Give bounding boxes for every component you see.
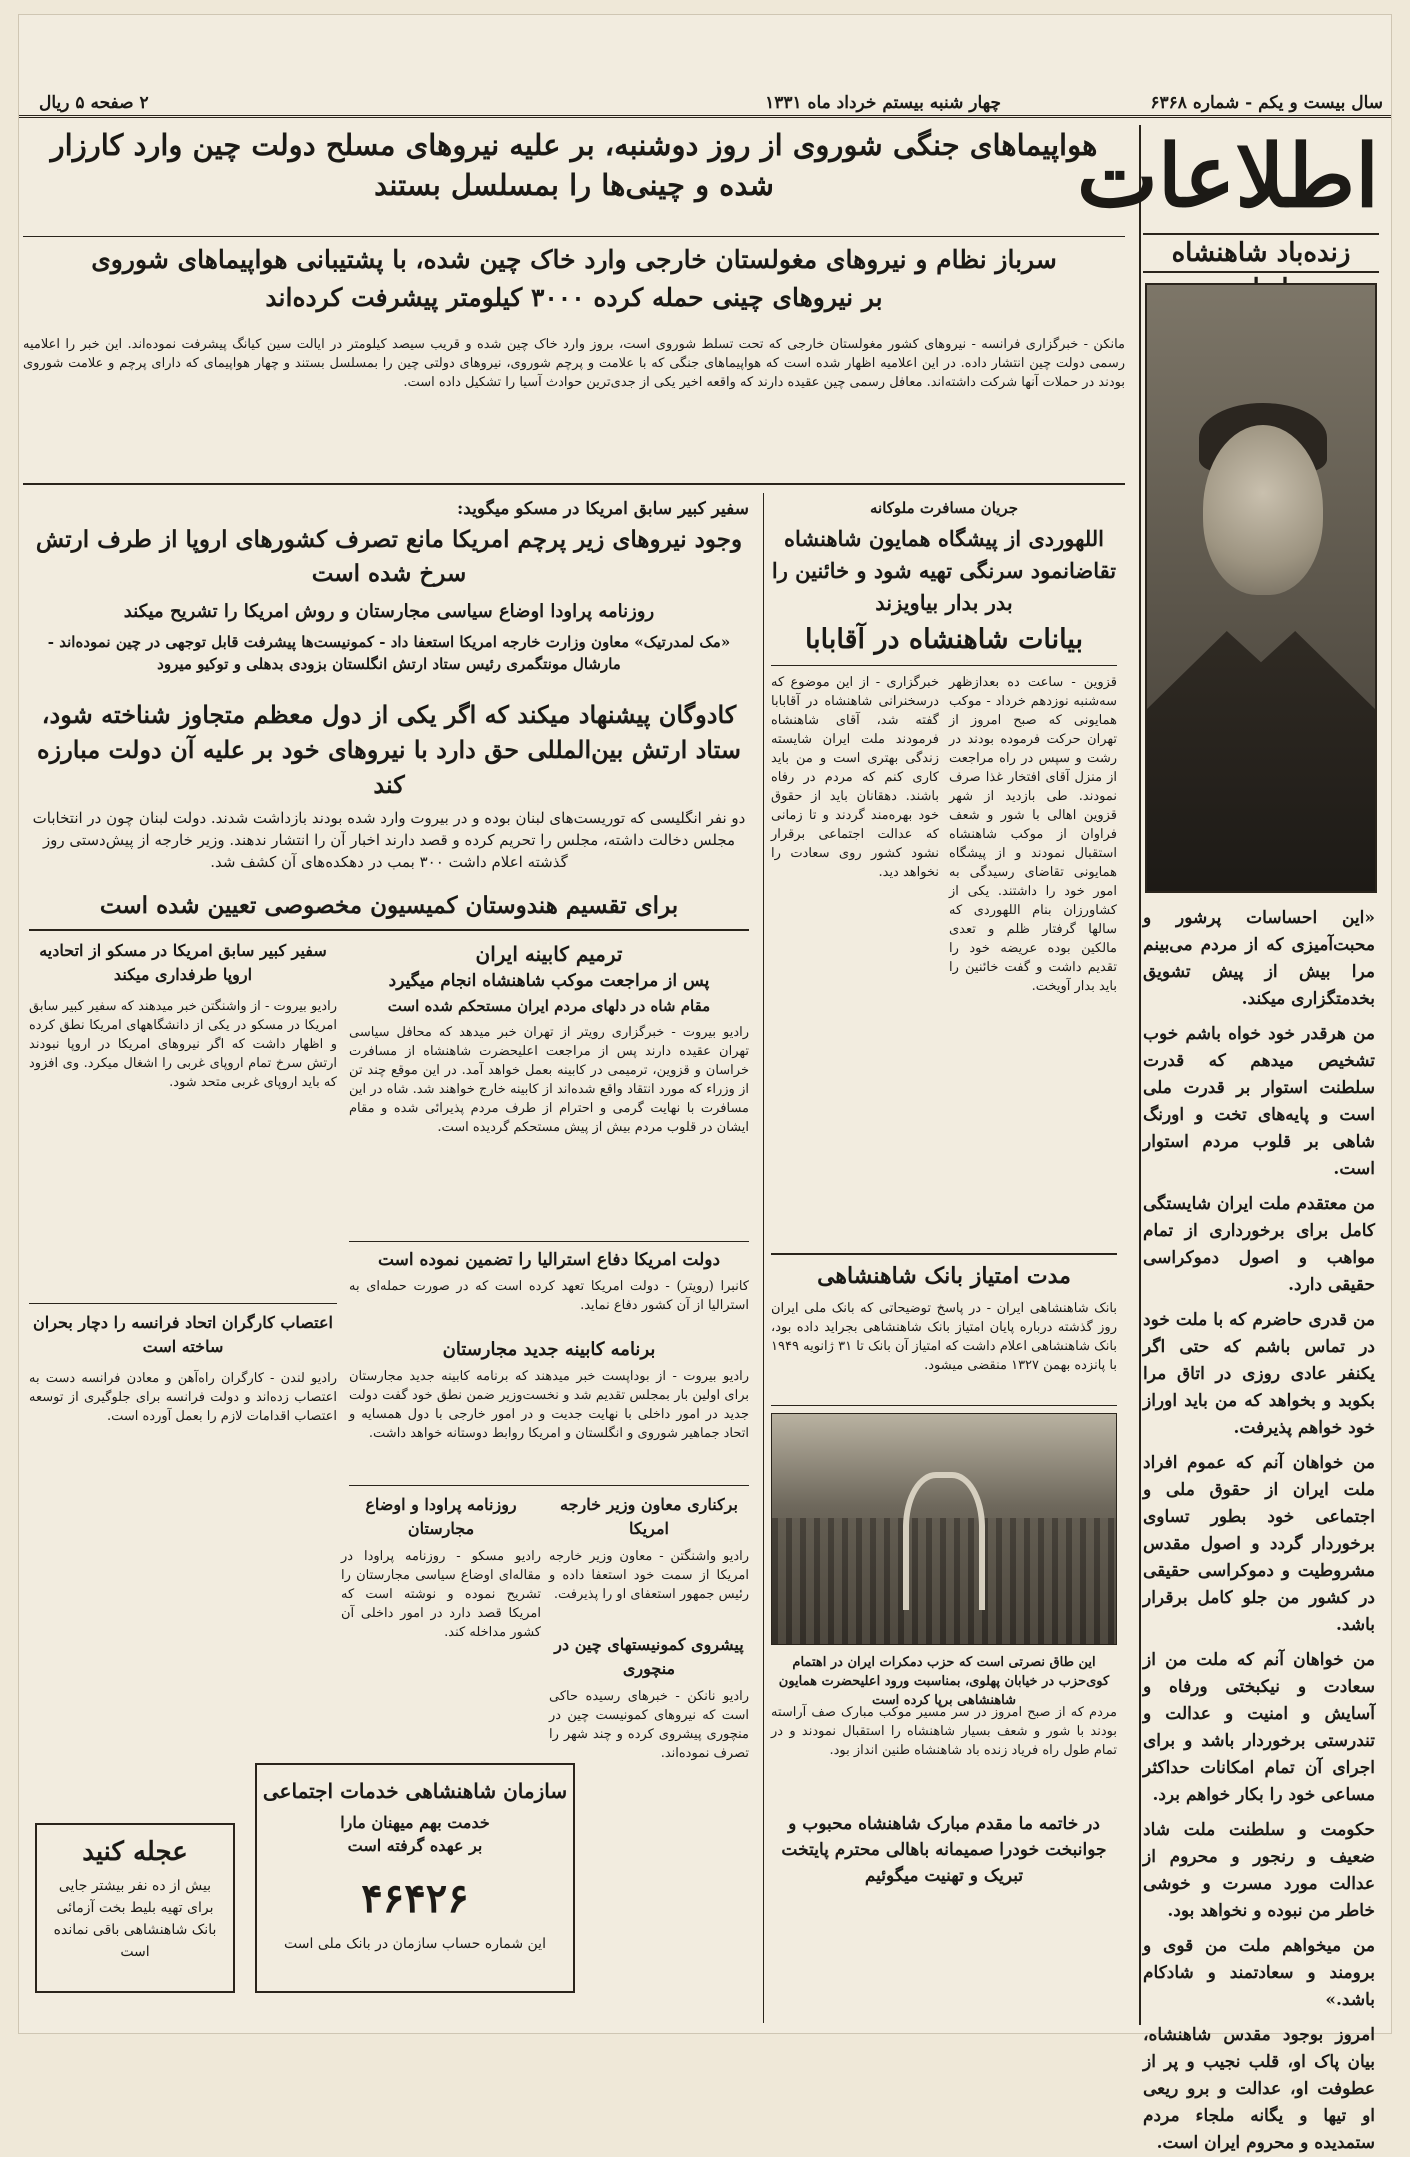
quote-paragraph: من هرقدر خود خواه باشم خوب تشخیص میدهم که قدرت سلطنت استوار بر قدرت ملی است و پایه‌های تخت و اورنگ شاهی بر قلوب مردم استوار است. [1143, 1024, 1375, 1179]
us-deputy-body: رادیو واشنگتن - معاون وزیر خارجه امریکا از سمت خود استعفا داده و رئیس جمهور استعفای او را پذیرفت. [549, 1549, 749, 1602]
photo-caption: این طاق نصرتی است که حزب دمکرات ایران در اهتمام کوی‌حزب در خیابان پهلوی، بمناسبت ورود اعلیحضرت همایون شاهنشاهی برپا کرده است [778, 1655, 1110, 1708]
france-strike-title: اعتصاب کارگران اتحاد فرانسه را دچار بحران ساخته است [33, 1313, 333, 1356]
dateline [19, 15, 1391, 111]
quote-paragraph: من میخواهم ملت من قوی و برومند و سعادتمند و شادکام باشد.» [1143, 1936, 1375, 2010]
main-headline-line1: هواپیماهای جنگی شوروی از روز دوشنبه، بر علیه نیروهای مسلح دولت چین وارد کارزار [50, 128, 1098, 162]
secondary-headline-line2: بر نیروهای چینی حمله کرده ۳۰۰۰ کیلومتر پیشرفت کرده‌اند [265, 283, 883, 312]
issue-date: چهار شنبه بیستم خرداد ماه ۱۳۳۱ [765, 93, 1001, 113]
main-headline [23, 125, 1125, 237]
main-headline-line2: شده و چینی‌ها را بمسلسل بستند [374, 168, 774, 202]
cabinet-reshuffle-note: مقام شاه در دلهای مردم ایران مستحکم شده است [387, 997, 711, 1015]
royal-trip-headline: اللهوردی از پیشگاه همایون شاهنشاه تقاضانمود سرنگی تهیه شود و خائنین را بدر بدار بیاویزند [771, 526, 1117, 615]
quote-paragraph: حکومت و سلطنت ملت شاد ضعیف و رنجور و محروم از عدالت مورد مسرت و خوشی خاطر من نبوده و نخواهد بود. [1143, 1820, 1375, 1921]
arch-photo [771, 1413, 1117, 1645]
newspaper-logo: اطلاعات [1076, 126, 1379, 227]
india-headline: برای تقسیم هندوستان کمیسیون مخصوصی تعیین شده است [99, 892, 679, 919]
issue-number: سال بیست و یکم - شماره ۶۳۶۸ [1150, 93, 1383, 113]
divider [29, 929, 749, 931]
australia-defense-title: دولت امریکا دفاع استرالیا را تضمین نموده است [377, 1250, 721, 1270]
masthead-slogan: زنده‌باد شاهنشاه [1143, 233, 1379, 273]
bank-concession-body: بانک شاهنشاهی ایران - در پاسخ توضیحاتی که بانک ملی ایران روز گذشته درباره پایان امتیاز بانک شاهنشاهی بجراید داده بود، بانک شاهنشاهی اعلام داشت که امتیاز آن بانک تا ۳۱ ژانویه ۱۹۴۹ با پانزده بهمن ۱۳۲۷ منقضی میشود. [771, 1301, 1118, 1373]
masthead-rule [19, 115, 1391, 118]
ambassador-kicker: سفیر کبیر سابق امریکا در مسکو میگوید: [457, 499, 749, 519]
pravda-subhead: روزنامه پراودا اوضاع سیاسی مجارستان و روش امریکا را تشریح میکند [123, 601, 655, 622]
pravda-hungary-body: رادیو مسکو - روزنامه پراودا در مقاله‌ای اوضاع سیاسی مجارستان را تشریح نموده و نوشته است که امریکا قصد دارد در امور داخلی آن کشور مداخله کند. [341, 1549, 541, 1640]
ambassador-headline: وجود نیروهای زیر پرچم امریکا مانع تصرف کشورهای اروپا از طرف ارتش سرخ شده است [35, 526, 743, 587]
issue-price: ۲ صفحه ۵ ریال [39, 93, 149, 113]
photo-article: مردم که از صبح امروز در سر مسیر موکب مبارک صف آراسته بودند با شور و شعف بسیار شاهنشاه را استقبال نمودند و در تمام طول راه فریاد زنده باد شاهنشاه طنین انداز بود. [771, 1705, 1117, 1758]
secondary-headline [23, 241, 1125, 331]
divider [771, 665, 1117, 666]
royal-trip-subhead: بیانات شاهنشاه در آقابابا [804, 624, 1084, 655]
quote-paragraph: من معتقدم ملت ایران شایستگی کامل برای برخورداری از تمام مواهب و اصول دموکراسی حقیقی دارد. [1143, 1194, 1375, 1295]
royal-trip-column [763, 493, 1125, 2023]
divider [349, 1241, 749, 1242]
divider [349, 1485, 749, 1486]
shah-portrait [1145, 283, 1377, 893]
secondary-headline-line1: سرباز نظام و نیروهای مغولستان خارجی وارد خاک چین شده، با پشتیبانی هواپیماهای شوروی [91, 245, 1057, 274]
world-news-column [23, 493, 757, 2023]
lottery-ad-body: بیش از ده نفر بیشتر جایی برای تهیه بلیط بخت آزمائی بانک شاهنشاهی باقی نمانده است [53, 1878, 217, 1960]
social-services-ad [255, 1763, 575, 1993]
quote-paragraph: من خواهان آنم که عموم افراد ملت ایران از حقوق ملی و اجتماعی خود بطور تساوی برخوردار گردد و اصول مقدس مشروطیت و دموکراسی حقیقی در کشور من جلو کامل برقرار باشد. [1143, 1453, 1375, 1635]
royal-trip-kicker: جریان مسافرت ملوکانه [870, 499, 1018, 517]
hungary-cabinet-body: رادیو بیروت - از بوداپست خبر میدهند که برنامه کابینه جدید مجارستان برای اولین بار بمجلس تقدیم شد و نخست‌وزیر ضمن نطق خود گفت دولت جدید در امور داخلی با نهایت جدیت و در امور خارجی با دول همسایه و اتحاد جماهیر شوروی و انگلستان و امریکا روابط دوستانه خواهد داشت. [349, 1369, 749, 1441]
ex-ambassador-body: رادیو بیروت - از واشنگتن خبر میدهند که سفیر کبیر سابق امریکا در مسکو در یکی از دانشگاههای امریکا نطق کرده و اظهار داشت که اگر نیروهای امریکا در اروپا نبودند ارتش سرخ تمام اروپای غربی را اشغال میکرد. وی افزود که باید اروپای غربی متحد شود. [29, 999, 337, 1090]
bank-concession-title: مدت امتیاز بانک شاهنشاهی [817, 1263, 1071, 1289]
ex-ambassador-title: سفیر کبیر سابق امریکا در مسکو از اتحادیه اروپا طرفداری میکند [39, 941, 327, 984]
newspaper-page [18, 14, 1392, 2153]
quote-paragraph: من خواهان آنم که ملت من از سعادت و نیکبختی ورفاه و آسایش و امنیت و عدالت و تندرستی برخوردار باشد و برای اجرای آن تمام امکانات حداکثر مساعی خود را بکار خواهم برد. [1143, 1650, 1375, 1805]
masthead-closing: امروز بوجود مقدس شاهنشاه، بیان پاک او، قلب نجیب و پر از عطوفت او، عدالت و برو ریعی او تیها و یگانه ملجاء مردم ستمدیده و محروم ایران است. [1143, 2025, 1375, 2153]
news-briefs: «مک لمدرتیک» معاون وزارت خارجه امریکا استعفا داد - کمونیست‌ها پیشرفت قابل توجهی در چین نموده‌اند - مارشال مونتگمری رئیس ستاد ارتش انگلستان بزودی بدهلی و توکیو میرود [47, 633, 731, 673]
us-deputy-title: برکناری معاون وزیر خارجه امریکا [560, 1495, 738, 1538]
royal-trip-body-cont: خبرگزاری - از این موضوع که درسخنرانی شاهنشاه در آقابابا گفته شد، آقای شاهنشاه فرمودند ملت ایران شایسته زندگی بهتری است و من باید کاری کنم که مردم در رفاه باشند. دهقانان باید از حقوق خود بهره‌مند گردند و تا زمانی که عدالت اجتماعی برقرار نشود کشور روی سعادت را نخواهد دید. [771, 675, 939, 880]
social-services-sub: خدمت بهم میهنان مارا [340, 1813, 490, 1832]
portrait-suit [1147, 631, 1375, 891]
quote-paragraph: «این احساسات پرشور و محبت‌آمیزی که از مردم می‌بینم مرا بیش از پیش تشویق بخدمتگزاری میکند. [1143, 908, 1375, 1009]
royal-trip-body: قزوین - ساعت ده بعدازظهر سه‌شنبه نوزدهم خرداد - موکب همایونی که صبح امروز از تهران حرکت فرموده بودند در رشت و سپس در راه مراجعت از منزل آقای افتخار غذا صرف نمودند. طی بازدید از شهر قزوین اهالی با شور و شعف فراوان از موکب شاهنشاه استقبال نمودند و از پیشگاه همایونی تقاضای رسیدگی به امور خود را داشتند. یکی از کشاورزان بنام اللهوردی که سالها گرفتار ظلم و تعدی مالکین بوده عریضه خود را تقدیم داشت و گفت خائنین را باید بدار آویخت. [949, 675, 1117, 994]
lottery-ad-title: عجله کنید [82, 1837, 188, 1867]
lottery-ad [35, 1823, 235, 1993]
divider [771, 1405, 1117, 1406]
france-strike-body: رادیو لندن - کارگران راه‌آهن و معادن فرانسه دست به اعتصاب زده‌اند و دولت فرانسه برای جلوگیری از توسعه اعتصاب اقدامات لازم را بعمل آورده است. [29, 1371, 337, 1424]
cadogan-headline: کادوگان پیشنهاد میکند که اگر یکی از دول معظم متجاوز شناخته شود، ستاد ارتش بین‌المللی حق دارد با نیروهای خود بر علیه آن دولت مبارزه کند [37, 700, 741, 799]
shah-quote [1143, 905, 1375, 2153]
divider [29, 1303, 337, 1304]
social-services-sub2: بر عهده گرفته است [347, 1836, 483, 1855]
social-services-title: سازمان شاهنشاهی خدمات اجتماعی [262, 1779, 568, 1803]
cabinet-reshuffle-body: رادیو بیروت - خبرگزاری رویتر از تهران خبر میدهد که محافل سیاسی تهران عقیده دارند پس از مراجعت اعلیحضرت شاهنشاه از مسافرت خراسان و قزوین، ترمیمی در کابینه بعمل خواهد آمد. در این موقع چند تن از وزراء که مورد انتقاد واقع شده‌اند از کابینه خارج خواهند شد. شاه در این مسافرت با نهایت گرمی و احترام از طرف مردم پذیرائی شده و مقام ایشان در قلوب مردم بیش از پیش مستحکم گردیده است. [349, 1025, 749, 1135]
cabinet-reshuffle-sub: پس از مراجعت موکب شاهنشاه انجام میگیرد [388, 971, 710, 991]
lead-article: مانکن - خبرگزاری فرانسه - نیروهای کشور مغولستان خارجی که تحت تسلط شوروی است، بروز وارد خاک چین شده و قریب سیصد کیلومتر در ایالت سین کیانگ پیشرفت نموده‌اند. این خبر را اعلامیه رسمی دولت چین انتشار داده. در این اعلامیه اظهار شده است که هواپیماهای جنگی که با علامت و پرچم شوروی، نیروهای دولتی چین را بمسلسل بستند و چهار هواپیمای که دارای پرچم و علامت شوروی بودند در حملات آنها شرکت داشته‌اند. معافل رسمی چین عقیده دارند که واقعه اخیر یکی از جدی‌ترین حوادث آسیا را تشکیل داده است. [23, 335, 1125, 485]
pravda-hungary-title: روزنامه پراودا و اوضاع مجارستان [365, 1495, 517, 1538]
portrait-face [1203, 425, 1323, 595]
photo-arch [903, 1472, 986, 1610]
main-news-area [19, 125, 1129, 2025]
welcome-message: در خاتمه ما مقدم مبارک شاهنشاه محبوب و جوانبخت خودرا صمیمانه باهالی محترم پایتخت تبریک و تهنیت میگوئیم [781, 1814, 1107, 1886]
china-communists-title: پیشروی کمونیستهای چین در منچوری [554, 1635, 744, 1678]
quote-paragraph: من قدری حاضرم که با ملت خود در تماس باشم که حتی اگر یکنفر عادی روزی در اتاق مرا بکوبد و بخواهد که من باید اوراز خود خواهم پذیرفت. [1143, 1310, 1375, 1438]
hungary-cabinet-title: برنامه کابینه جدید مجارستان [442, 1339, 656, 1360]
account-number: ۴۶۴۲۶ [361, 1875, 469, 1922]
australia-defense-body: کانبرا (رویتر) - دولت امریکا تعهد کرده است که در صورت حمله‌ای به استرالیا از آن کشور دفاع نماید. [349, 1279, 749, 1313]
masthead-column [1076, 125, 1383, 2153]
divider [771, 1253, 1117, 1255]
china-communists-body: رادیو نانکن - خبرهای رسیده حاکی است که نیروهای کمونیست چین در منچوری پیشروی کرده و چند شهر را تصرف نموده‌اند. [549, 1689, 749, 1761]
account-note: این شماره حساب سازمان در بانک ملی است [284, 1936, 546, 1952]
cabinet-reshuffle-title: ترمیم کابینه ایران [475, 942, 623, 966]
lebanon-article: دو نفر انگلیسی که توریست‌های لبنان بوده و در بیروت وارد شده بودند بازداشت شدند. دولت لبنان چون در انتخابات مجلس دخالت داشته، مجلس را تحریم کرده و قصد دارند اخبار آن را انتشار ندهند. وزیر خارجه از پیش‌دستی روز گذشته اعلام داشت ۳۰۰ بمب در دهکده‌های آن کشف شد. [32, 809, 746, 871]
